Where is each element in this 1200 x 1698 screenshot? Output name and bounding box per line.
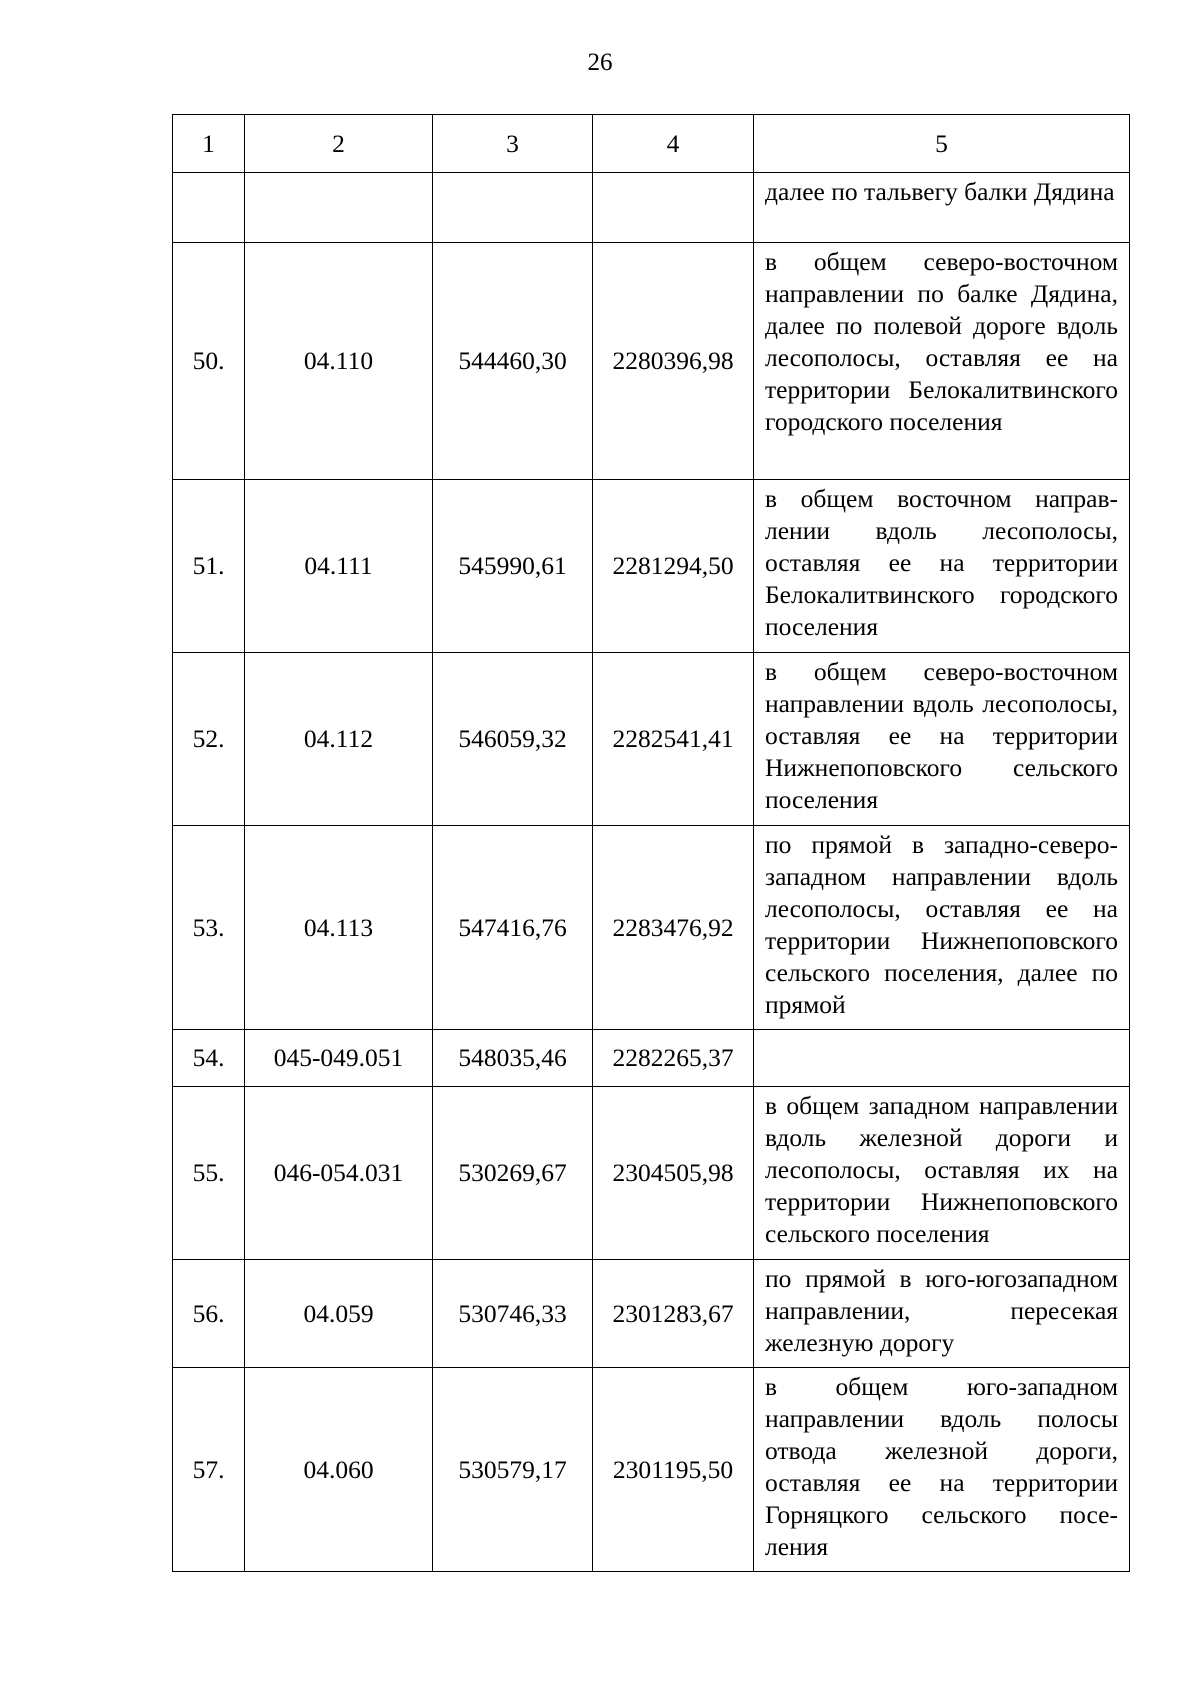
column-header-5: 5 (754, 115, 1130, 173)
point-id-cell: 04.110 (245, 243, 433, 480)
x-coordinate-cell (433, 173, 593, 243)
column-header-1: 1 (173, 115, 245, 173)
table-row (173, 1368, 1130, 1572)
page-number: 26 (587, 49, 613, 76)
x-coordinate-cell: 545990,61 (433, 480, 593, 653)
point-id-cell: 04.113 (245, 826, 433, 1030)
y-coordinate-cell (593, 173, 754, 243)
column-header-2: 2 (245, 115, 433, 173)
point-id-cell: 04.112 (245, 653, 433, 826)
point-id-cell: 04.060 (245, 1368, 433, 1572)
header-row (173, 115, 1130, 173)
description-cell: далее по тальвегу балки Дядина (754, 173, 1130, 243)
row-number-cell: 54. (173, 1030, 245, 1087)
y-coordinate-cell: 2282541,41 (593, 653, 754, 826)
row-number-cell: 53. (173, 826, 245, 1030)
description-cell (754, 1030, 1130, 1087)
point-id-cell: 04.059 (245, 1260, 433, 1368)
row-number-cell: 51. (173, 480, 245, 653)
description-cell: по прямой в западно-северозападном направлении вдоль лесополосы, оставляя ее на территории Нижнепоповского сельского поселения, далее по прямой (754, 826, 1130, 1030)
table-row (173, 480, 1130, 653)
point-id-cell (245, 173, 433, 243)
description-cell: в общем западном направлении вдоль железной дороги и лесополосы, оставляя их на территории Нижнепоповского сельского поселения (754, 1087, 1130, 1260)
table-header (173, 115, 1130, 173)
table-row (173, 173, 1130, 243)
table-body (173, 173, 1130, 1572)
x-coordinate-cell: 530579,17 (433, 1368, 593, 1572)
y-coordinate-cell: 2281294,50 (593, 480, 754, 653)
boundary-points-table (172, 114, 1130, 1572)
table-row (173, 653, 1130, 826)
point-id-cell: 04.111 (245, 480, 433, 653)
x-coordinate-cell: 547416,76 (433, 826, 593, 1030)
table-row (173, 1087, 1130, 1260)
description-cell: по прямой в юго-югозападном направлении, пересекая железную дорогу (754, 1260, 1130, 1368)
description-cell: в общем юго-западном направлении вдоль полосы отвода железной дороги, оставляя ее на территории Горняцкого сельского поселения (754, 1368, 1130, 1572)
x-coordinate-cell: 530746,33 (433, 1260, 593, 1368)
column-header-3: 3 (433, 115, 593, 173)
point-id-cell: 045-049.051 (245, 1030, 433, 1087)
description-cell: в общем восточном направлении вдоль лесополосы, оставляя ее на территории Белокалитвинского городского поселения (754, 480, 1130, 653)
x-coordinate-cell: 546059,32 (433, 653, 593, 826)
y-coordinate-cell: 2283476,92 (593, 826, 754, 1030)
y-coordinate-cell: 2304505,98 (593, 1087, 754, 1260)
description-cell: в общем северо-восточном направлении по балке Дядина, далее по полевой дороге вдоль лесополосы, оставляя ее на территории Белокалитвинского городского поселения (754, 243, 1130, 480)
x-coordinate-cell: 530269,67 (433, 1087, 593, 1260)
y-coordinate-cell: 2301195,50 (593, 1368, 754, 1572)
row-number-cell: 50. (173, 243, 245, 480)
description-cell: в общем северо-восточном направлении вдоль лесополосы, оставляя ее на территории Нижнепоповского сельского поселения (754, 653, 1130, 826)
table-row (173, 1260, 1130, 1368)
table-row (173, 243, 1130, 480)
y-coordinate-cell: 2301283,67 (593, 1260, 754, 1368)
row-number-cell: 56. (173, 1260, 245, 1368)
x-coordinate-cell: 548035,46 (433, 1030, 593, 1087)
table-row (173, 826, 1130, 1030)
table-row (173, 1030, 1130, 1087)
y-coordinate-cell: 2280396,98 (593, 243, 754, 480)
row-number-cell: 57. (173, 1368, 245, 1572)
point-id-cell: 046-054.031 (245, 1087, 433, 1260)
column-header-4: 4 (593, 115, 754, 173)
row-number-cell: 55. (173, 1087, 245, 1260)
x-coordinate-cell: 544460,30 (433, 243, 593, 480)
row-number-cell: 52. (173, 653, 245, 826)
row-number-cell (173, 173, 245, 243)
y-coordinate-cell: 2282265,37 (593, 1030, 754, 1087)
